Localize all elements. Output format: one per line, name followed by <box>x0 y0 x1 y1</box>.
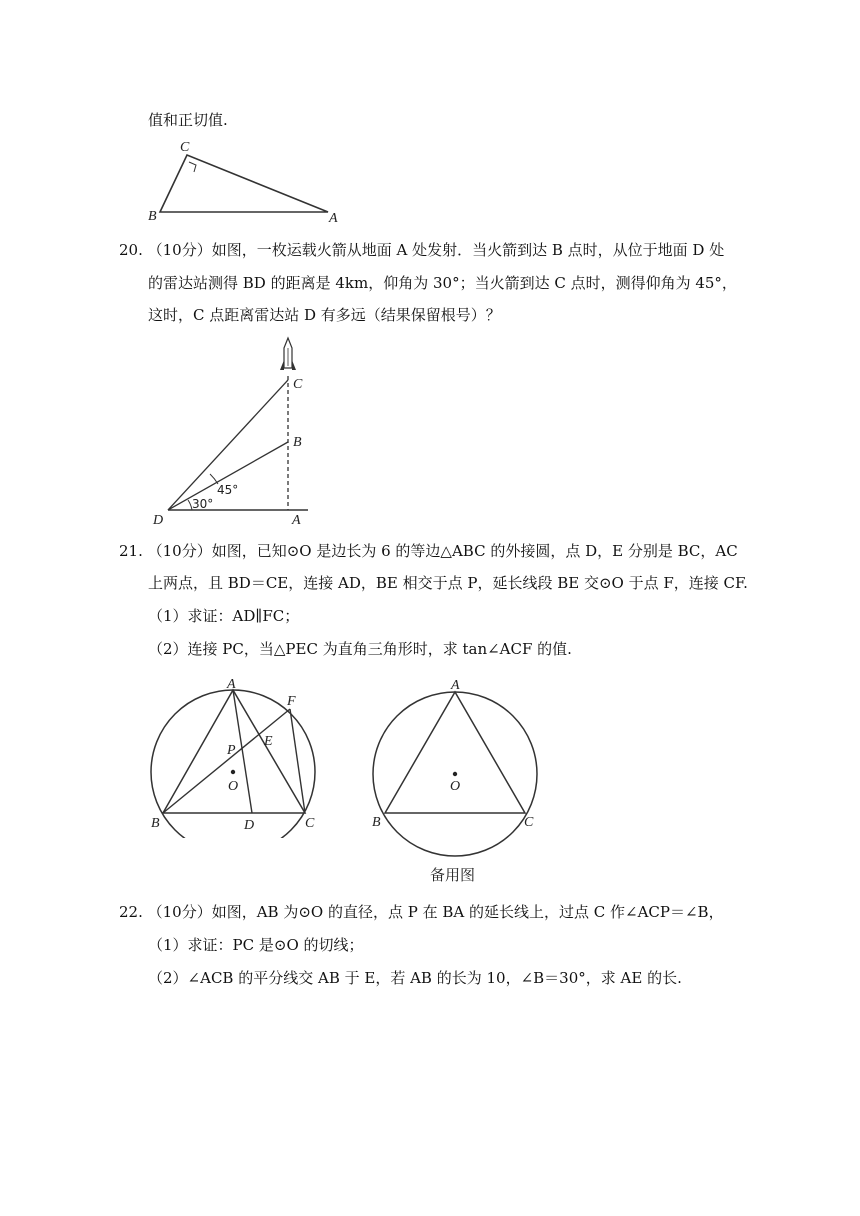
fig21a-label-o: O <box>228 779 239 794</box>
fig21a-label-e: E <box>264 734 273 749</box>
fig20-angle-45: 45° <box>217 483 239 497</box>
figure-21-main <box>145 672 335 838</box>
figure-19-triangle <box>145 138 345 224</box>
q21-line-3: （1）求证：AD∥FC； <box>148 607 300 625</box>
q22-line-2: （1）求证：PC 是⊙O 的切线； <box>148 936 364 954</box>
fig21a-label-f: F <box>287 694 296 709</box>
q22-line-1: 22. （10分）如图，AB 为⊙O 的直径，点 P 在 BA 的延长线上，过点 C 作∠ACP＝∠B， <box>119 903 724 921</box>
fig20-angle-30: 30° <box>192 497 214 511</box>
q21-line-2: 上两点，且 BD＝CE，连接 AD，BE 相交于点 P，延长线段 BE 交⊙O 于点 F，连接 CF. <box>148 574 748 592</box>
fig19-label-c: C <box>180 140 190 155</box>
q20-line-2: 的雷达站测得 BD 的距离是 4km，仰角为 30°；当火箭到达 C 点时，测得仰角为 45°， <box>148 274 737 292</box>
fig20-label-b: B <box>293 435 302 450</box>
fig19-label-a: A <box>329 211 338 224</box>
rocket-icon <box>280 338 296 370</box>
fig21a-label-p: P <box>227 743 236 758</box>
q22-line-3: （2）∠ACB 的平分线交 AB 于 E，若 AB 的长为 10，∠B＝30°，求 AE 的长. <box>148 969 682 987</box>
figure-21-backup <box>366 672 546 886</box>
fig19-label-b: B <box>148 209 157 224</box>
fig21b-label-c: C <box>524 815 534 830</box>
fig20-label-c: C <box>293 377 303 392</box>
q20-line-1: 20. （10分）如图，一枚运载火箭从地面 A 处发射．当火箭到达 B 点时，从位于地面 D 处 <box>119 241 725 259</box>
q19-text-tail: 值和正切值. <box>148 111 228 129</box>
q21-line-1: 21. （10分）如图，已知⊙O 是边长为 6 的等边△ABC 的外接圆，点 D，E 分别是 BC，AC <box>119 542 738 560</box>
fig21b-label-o: O <box>450 779 461 794</box>
backup-figure-caption: 备用图 <box>430 866 476 884</box>
fig20-label-a: A <box>292 513 301 528</box>
fig20-label-d: D <box>153 513 164 528</box>
figure-20-rocket <box>148 334 328 530</box>
q21-line-4: （2）连接 PC，当△PEC 为直角三角形时，求 tan∠ACF 的值. <box>148 640 572 658</box>
fig21a-label-c: C <box>305 816 315 831</box>
fig21a-label-b: B <box>151 816 160 831</box>
fig21b-label-a: A <box>451 678 460 693</box>
fig21a-label-a: A <box>227 677 236 692</box>
fig21a-label-d: D <box>244 818 255 833</box>
fig21b-label-b: B <box>372 815 381 830</box>
q20-line-3: 这时，C 点距离雷达站 D 有多远（结果保留根号）？ <box>148 306 501 324</box>
